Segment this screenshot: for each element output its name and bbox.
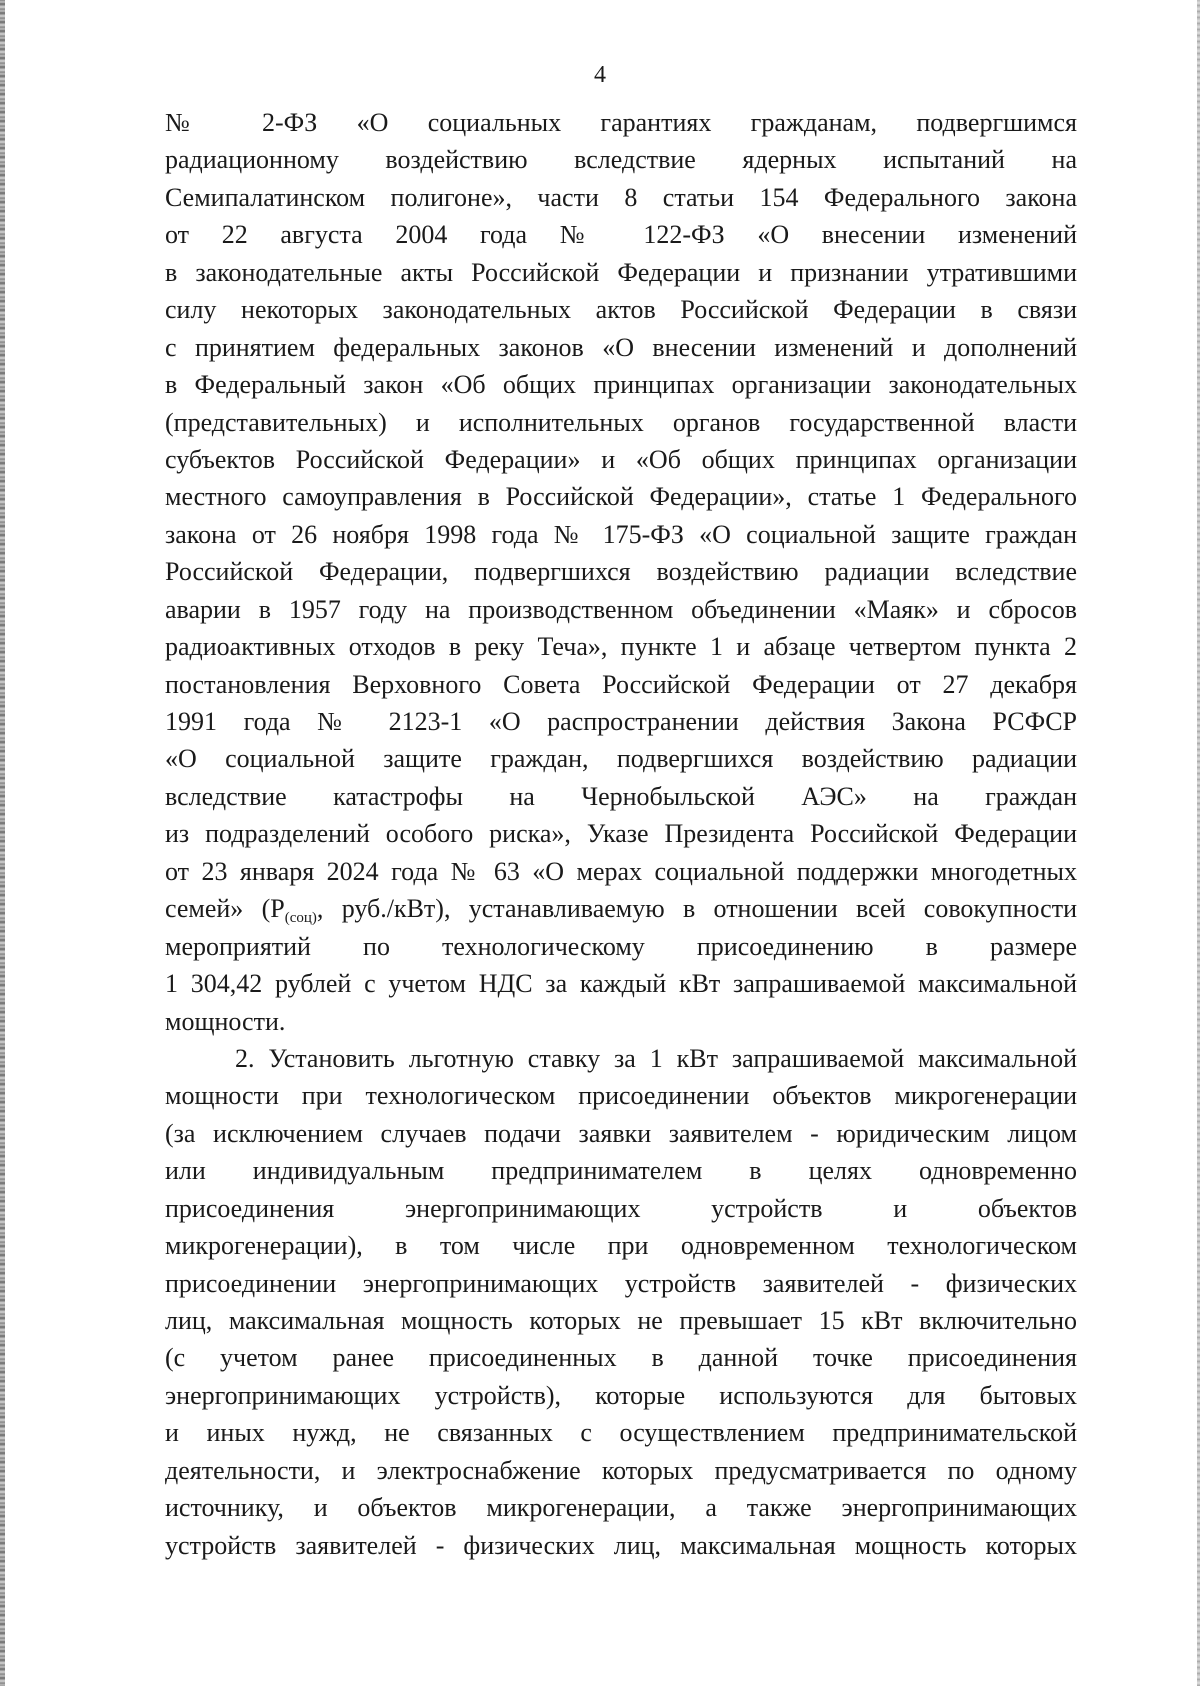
- body-text: [165, 104, 1077, 1564]
- text-line: (представительных) и исполнительных органов государственной власти: [165, 407, 1077, 437]
- text-line: закона от 26 ноября 1998 года № 175-ФЗ «О социальной защите граждан: [165, 519, 1077, 549]
- text-line: Семипалатинском полигоне», части 8 статьи 154 Федерального закона: [165, 182, 1077, 212]
- text-line: от 23 января 2024 года № 63 «О мерах социальной поддержки многодетных: [165, 856, 1077, 886]
- text-line: № 2-ФЗ «О социальных гарантиях гражданам, подвергшимся: [165, 108, 1077, 137]
- text-line: постановления Верховного Совета Российской Федерации от 27 декабря: [165, 669, 1077, 699]
- subscript-line-end: , руб./кВт), устанавливаемую в отношении всей совокупности: [316, 894, 1077, 924]
- text-line: и иных нужд, не связанных с осуществлением предпринимательской: [165, 1418, 1077, 1448]
- text-line: деятельности, и электроснабжение которых предусматривается по одному: [165, 1455, 1077, 1485]
- text-line: мощности при технологическом присоединении объектов микрогенерации: [165, 1081, 1077, 1111]
- text-line: субъектов Российской Федерации» и «Об общих принципах организации: [165, 444, 1077, 474]
- text-line: местного самоуправления в Российской Федерации», статье 1 Федерального: [165, 482, 1077, 512]
- paragraph-end-line: мощности.: [165, 1006, 286, 1036]
- text-line: мероприятий по технологическому присоединению в размере: [165, 931, 1077, 961]
- subscript-label: (соц): [284, 910, 317, 927]
- text-line: энергопринимающих устройств), которые используются для бытовых: [165, 1380, 1077, 1410]
- text-line: источнику, и объектов микрогенерации, а также энергопринимающих: [165, 1493, 1077, 1523]
- text-line: или индивидуальным предпринимателем в целях одновременно: [165, 1156, 1077, 1186]
- text-line: (с учетом ранее присоединенных в данной точке присоединения: [165, 1343, 1077, 1373]
- text-line: от 22 августа 2004 года № 122-ФЗ «О внесении изменений: [165, 220, 1077, 250]
- scan-edge-left: [0, 0, 5, 1686]
- text-line: присоединения энергопринимающих устройств и объектов: [165, 1193, 1077, 1223]
- text-line: аварии в 1957 году на производственном объединении «Маяк» и сбросов: [165, 594, 1077, 624]
- text-line: присоединении энергопринимающих устройств заявителей - физических: [165, 1268, 1077, 1298]
- text-line-with-subscript: [165, 890, 1077, 927]
- text-line: радиоактивных отходов в реку Теча», пункте 1 и абзаце четвертом пункта 2: [165, 632, 1077, 662]
- page-number: 4: [594, 62, 606, 88]
- text-line: радиационному воздействию вследствие ядерных испытаний на: [165, 145, 1077, 175]
- text-line: лиц, максимальная мощность которых не превышает 15 кВт включительно: [165, 1306, 1077, 1335]
- text-line: 1991 года № 2123-1 «О распространении действия Закона РСФСР: [165, 707, 1077, 736]
- subscript-line-start: семей» (Р: [165, 894, 285, 924]
- text-line: в Федеральный закон «Об общих принципах организации законодательных: [165, 370, 1077, 400]
- text-line: устройств заявителей - физических лиц, максимальная мощность которых: [165, 1530, 1077, 1560]
- text-line: Российской Федерации, подвергшихся воздействию радиации вследствие: [165, 557, 1077, 587]
- text-line: вследствие катастрофы на Чернобыльской АЭС» на граждан: [165, 781, 1077, 811]
- text-line: (за исключением случаев подачи заявки заявителем - юридическим лицом: [165, 1118, 1077, 1148]
- text-line: из подразделений особого риска», Указе Президента Российской Федерации: [165, 819, 1077, 849]
- text-line: силу некоторых законодательных актов Российской Федерации в связи: [165, 295, 1077, 325]
- text-line: в законодательные акты Российской Федерации и признании утратившими: [165, 257, 1077, 287]
- text-line: микрогенерации), в том числе при одновременном технологическом: [165, 1231, 1077, 1261]
- text-line: с принятием федеральных законов «О внесении изменений и дополнений: [165, 332, 1077, 362]
- text-line: «О социальной защите граждан, подвергшихся воздействию радиации: [165, 744, 1077, 774]
- text-line: 1 304,42 рублей с учетом НДС за каждый кВт запрашиваемой максимальной: [165, 969, 1077, 999]
- paragraph-start-line: 2. Установить льготную ставку за 1 кВт запрашиваемой максимальной: [235, 1043, 1077, 1073]
